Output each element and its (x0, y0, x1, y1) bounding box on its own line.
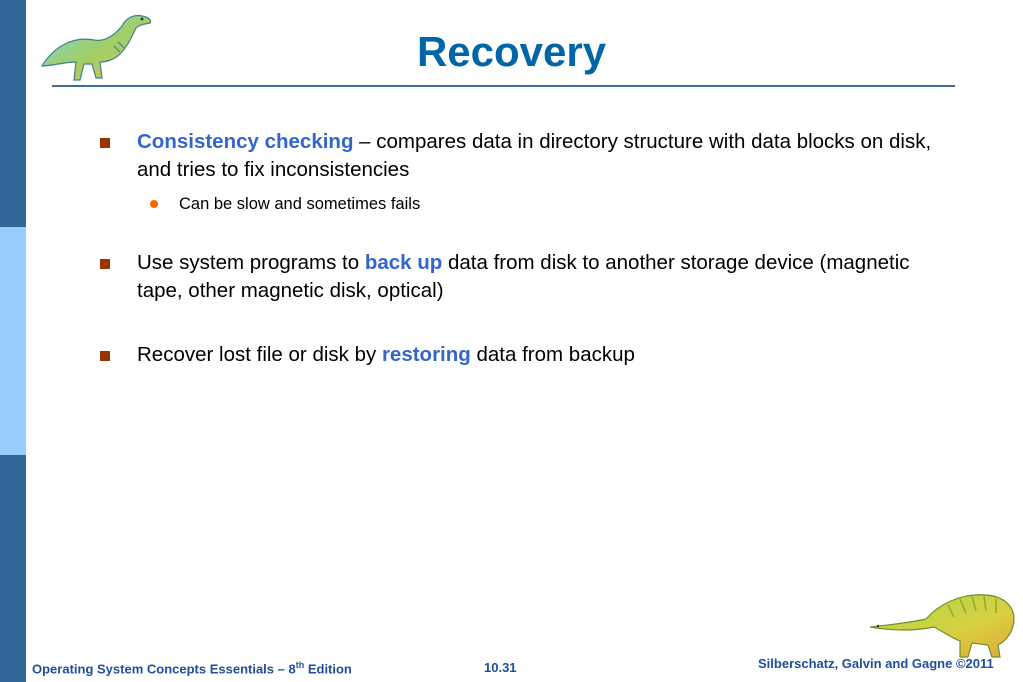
square-bullet-icon (100, 259, 110, 269)
title-divider (52, 85, 955, 87)
bullet-consistency-checking (100, 128, 960, 184)
footer-copyright: Silberschatz, Galvin and Gagne ©2011 (758, 656, 994, 671)
bullet-restoring (100, 341, 960, 369)
dinosaur-icon (868, 585, 1018, 660)
term-consistency-checking: Consistency checking (137, 130, 354, 153)
term-back-up: back up (364, 251, 443, 274)
bullet-text-after: data from backup (470, 343, 635, 366)
sidebar-segment-middle (0, 227, 26, 455)
sub-bullet-text: Can be slow and sometimes fails (179, 195, 421, 213)
square-bullet-icon (100, 138, 110, 148)
bullet-text-before: Recover lost file or disk by (137, 343, 382, 366)
footer-slide-number: 10.31 (484, 660, 517, 675)
bullet-text-before: Use system programs to (137, 251, 365, 274)
square-bullet-icon (100, 351, 110, 361)
sidebar-segment-bottom (0, 455, 26, 682)
bullet-text: – compares data in directory structure with data blocks on disk, and tries to fix inconsistencies (137, 130, 932, 181)
footer-book-title: Operating System Concepts Essentials – 8th Edition (32, 660, 352, 677)
term-restoring: restoring (381, 343, 471, 366)
slide-title: Recovery (416, 28, 607, 75)
bullet-back-up (100, 249, 960, 305)
slide-content (100, 128, 960, 369)
dot-bullet-icon (150, 200, 158, 208)
sidebar-stripe (0, 0, 26, 682)
sub-bullet-slow (100, 193, 960, 215)
bullet-text-after: data from disk to another storage device (magnetic tape, other magnetic disk, optical) (137, 251, 910, 302)
